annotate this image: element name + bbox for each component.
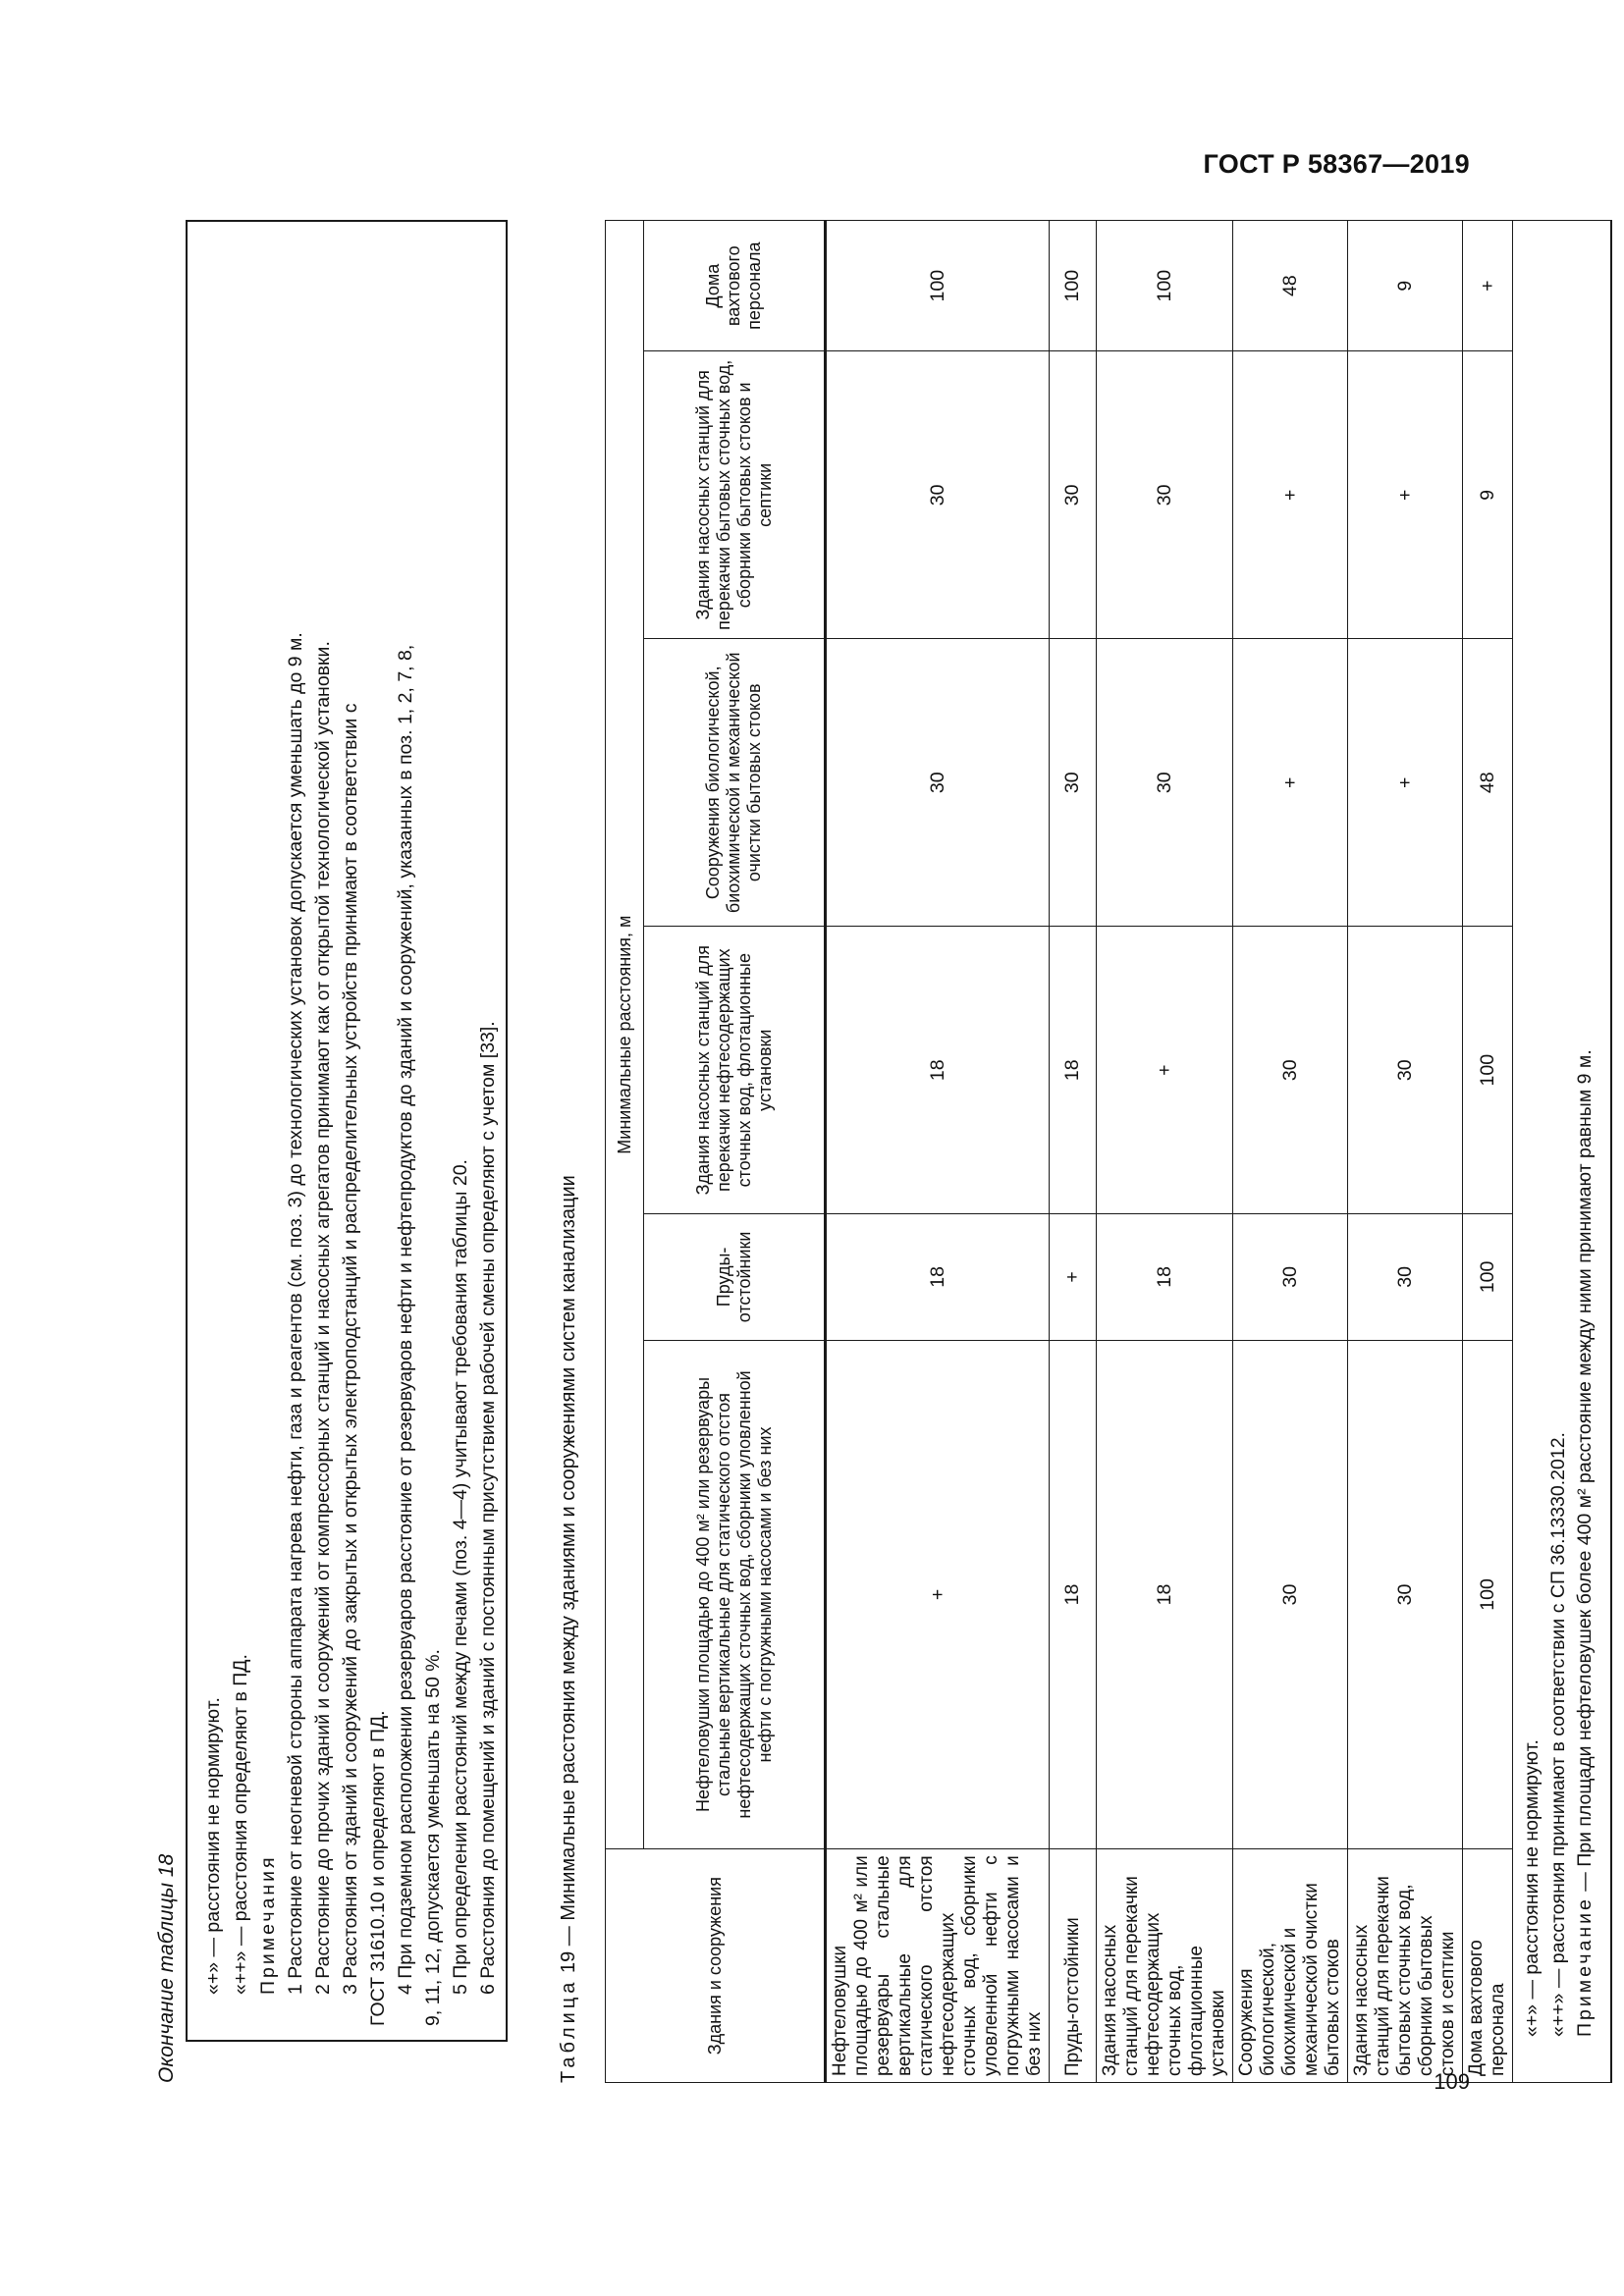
footnote-line: «++» — расстояния принимают в соответствии с СП 36.13330.2012. [1547, 1432, 1569, 2037]
table-cell: 9 [1348, 221, 1463, 351]
table-row [826, 221, 1050, 2083]
column-header: Нефтеловушки площадью до 400 м² или резервуары стальные вертикальные для статического отстоя нефтесодержащих сточных вод, сборники уловленной нефти с погружными насосами и без них [644, 1340, 826, 1849]
distance-table [605, 220, 1612, 2083]
table-cell: 18 [1050, 927, 1097, 1214]
note-text: — При площади нефтеловушек более 400 м² расстояние между ними принимают равным 9 м. [1574, 1049, 1596, 1897]
row-label: Здания насосных станций для перекачки бытовых сточных вод, сборники бытовых стоков и септики [1348, 1849, 1463, 2083]
table-cell: 100 [1463, 927, 1513, 1214]
table-cell: 30 [1348, 1214, 1463, 1340]
document-code: ГОСТ Р 58367—2019 [1203, 149, 1470, 179]
table-cell: 30 [1050, 639, 1097, 927]
table-cell: 100 [1050, 221, 1097, 351]
table-cell: 9 [1463, 351, 1513, 639]
table-cell: 100 [1097, 221, 1233, 351]
caption-text: 19 — Минимальные расстояния между зданиями и сооружениями систем канализации [558, 1175, 579, 1979]
row-label: Нефтеловушки площадью до 400 м² или резервуары стальные вертикальные для статического отстоя нефтесодержащих сточных вод, сборники уловленной нефти с погружными насосами и без них [826, 1849, 1050, 2083]
notes-heading: Примечания [257, 1854, 279, 1995]
note-line: 9, 11, 12, допускается уменьшать на 50 %. [422, 1649, 444, 2026]
note-line: 4 При подземном расположении резервуаров расстояние от резервуаров нефти и нефтепродуктов до зданий и сооружений, указанных в поз. 1, 2, 7, 8, [395, 644, 416, 1995]
table-cell: 30 [1097, 639, 1233, 927]
note-line: 1 Расстояние от неогневой стороны аппарата нагрева нефти, газа и реагентов (см. поз. 3) до технологических установок допускается уменьшать до 9 м. [285, 632, 306, 1995]
table-cell: + [826, 1340, 1050, 1849]
table-cell: + [1463, 221, 1513, 351]
table-caption [558, 1175, 580, 2083]
note-line: 6 Расстояния до помещений и зданий с постоянным присутствием рабочей смены определяют с учетом [33]. [477, 1021, 499, 1995]
column-header: Здания насосных станций для перекачки нефтесодержащих сточных вод, флотационные установки [644, 927, 826, 1214]
table-cell: 30 [1233, 927, 1348, 1214]
table-row [1233, 221, 1348, 2083]
note-line: 3 Расстояния от зданий и сооружений до закрытых и открытых электроподстанций и распределительных устройств принимают в соответствии с [340, 703, 361, 1995]
table-cell: 100 [826, 221, 1050, 351]
table-cell: + [1097, 927, 1233, 1214]
group-header-min-distances: Минимальные расстояния, м [606, 221, 644, 1849]
continuation-title: Окончание таблицы 18 [155, 1853, 178, 2083]
note-line: ГОСТ 31610.10 и определяют в ПД. [367, 1710, 389, 2026]
row-label: Здания насосных станций для перекачки нефтесодержащих сточных вод, флотационные установки [1097, 1849, 1233, 2083]
rotated-page-content [147, 220, 1596, 2083]
note-line: 5 При определении расстояний между печами (поз. 4—4) учитывают требования таблицы 20. [450, 1159, 471, 1995]
legend-line: «+» — расстояния не нормируют. [202, 1697, 224, 1995]
table-cell: 48 [1233, 221, 1348, 351]
table-row [1348, 221, 1463, 2083]
col-header-buildings: Здания и сооружения [606, 1849, 826, 2083]
table-cell: 30 [1348, 927, 1463, 1214]
table18-footer-box [186, 220, 508, 2042]
column-header: Пруды-отстойники [644, 1214, 826, 1340]
table-row [1050, 221, 1097, 2083]
note-label: Примечание [1574, 1896, 1596, 2037]
table-cell: + [1233, 351, 1348, 639]
column-header: Здания насосных станций для перекачки бытовых сточных вод, сборники бытовых стоков и септики [644, 351, 826, 639]
table-cell: 30 [1097, 351, 1233, 639]
table-cell: 30 [826, 351, 1050, 639]
table-cell: 100 [1463, 1340, 1513, 1849]
table-cell: 18 [1050, 1340, 1097, 1849]
table-note [1572, 235, 1598, 2068]
table-cell: 18 [826, 1214, 1050, 1340]
row-label: Пруды-отстойники [1050, 1849, 1097, 2083]
table-cell: 48 [1463, 639, 1513, 927]
table-cell: 18 [826, 927, 1050, 1214]
table-cell: 30 [826, 639, 1050, 927]
table-cell: 30 [1233, 1340, 1348, 1849]
row-label: Дома вахтового персонала [1463, 1849, 1513, 2083]
table-footer [1513, 221, 1612, 2083]
table-footer-cell [1513, 221, 1612, 2083]
footnote-line: «+» — расстояния не нормируют. [1521, 1739, 1543, 2037]
table-row [1097, 221, 1233, 2083]
note-line: 2 Расстояние до прочих зданий и сооружений от компрессорных станций и насосных агрегатов принимают как от открытой технологической установки. [312, 641, 334, 1995]
table-cell: + [1348, 351, 1463, 639]
table-cell: 18 [1097, 1214, 1233, 1340]
table-cell: + [1050, 1214, 1097, 1340]
legend-line: «++» — расстояния определяют в ПД. [230, 1654, 251, 1995]
table-cell: 100 [1463, 1214, 1513, 1340]
page-number: 109 [1434, 2069, 1470, 2094]
table-cell: 18 [1097, 1340, 1233, 1849]
column-header: Дома вахтового персонала [644, 221, 826, 351]
column-header: Сооружения биологической, биохимической и механической очистки бытовых стоков [644, 639, 826, 927]
caption-prefix: Таблица [558, 1978, 579, 2083]
table-cell: + [1233, 639, 1348, 927]
row-label: Сооружения биологической, биохимической и механической очистки бытовых стоков [1233, 1849, 1348, 2083]
table-cell: 30 [1348, 1340, 1463, 1849]
table-row [1463, 221, 1513, 2083]
table-cell: 30 [1233, 1214, 1348, 1340]
table-cell: 30 [1050, 351, 1097, 639]
table-cell: + [1348, 639, 1463, 927]
